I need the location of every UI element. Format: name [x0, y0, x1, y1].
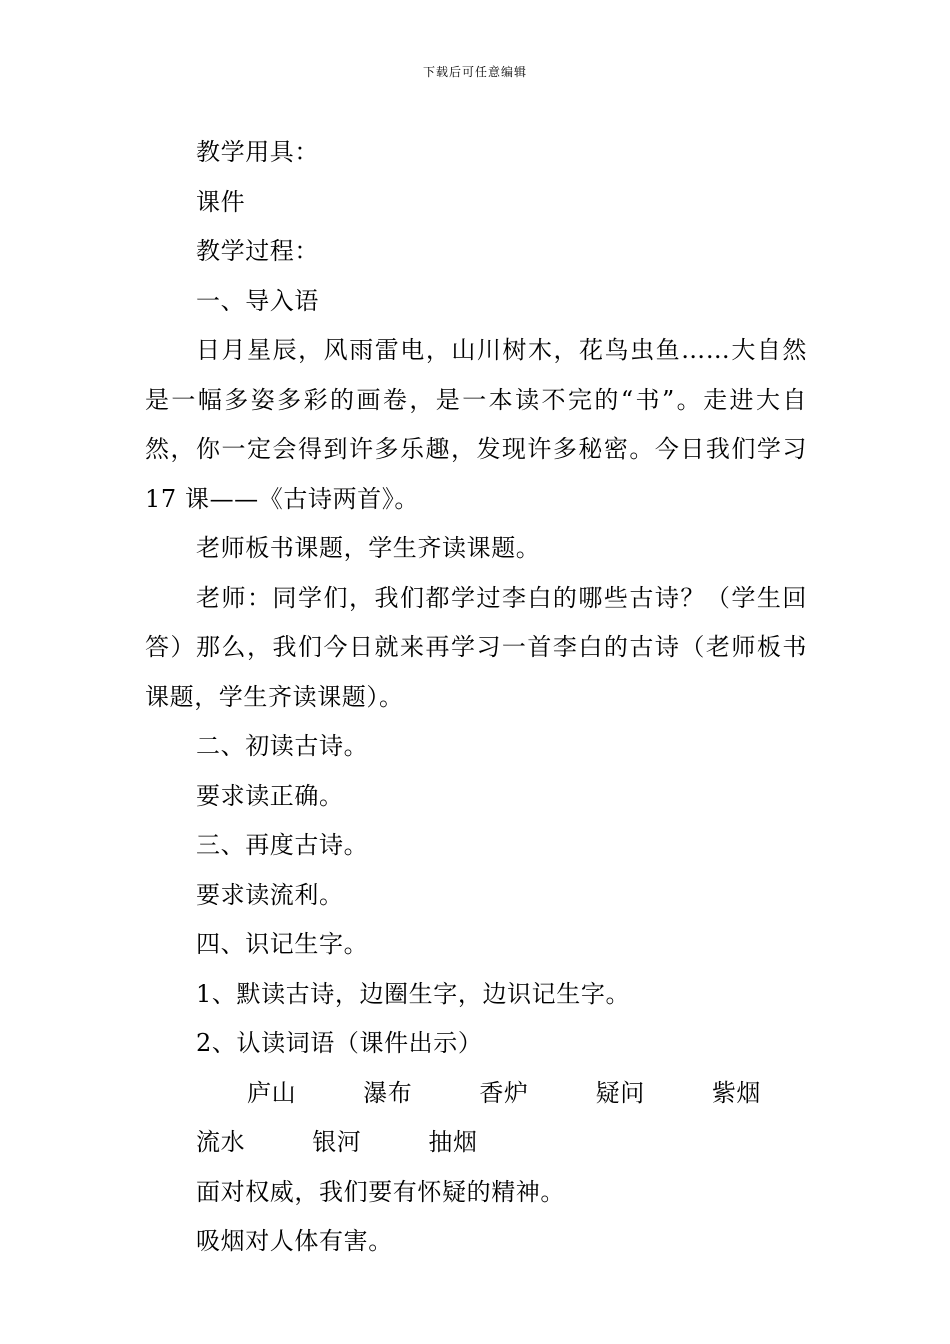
example-sentence-1: 面对权威，我们要有怀疑的精神。 [196, 1177, 565, 1206]
section-4-step-2: 2、认读词语（课件出示） [196, 1029, 483, 1057]
vocabulary-word: 疑问 [595, 1078, 645, 1107]
vocabulary-word: 香炉 [479, 1078, 529, 1107]
document-body [145, 128, 807, 1267]
board-title-paragraph: 老师板书课题，学生齐读课题。 [196, 534, 541, 562]
vocabulary-word: 抽烟 [428, 1128, 478, 1156]
section-1-title: 一、导入语 [196, 286, 319, 315]
intro-paragraph: 日月星辰，风雨雷电，山川树木，花鸟虫鱼……大自然是一幅多姿多彩的画卷，是一本读不完的“书”。走进大自然，你一定会得到许多乐趣，发现许多秘密。今日我们学习 17 课——《古诗两首》。 [145, 336, 807, 513]
section-4-step-1: 1、默读古诗，边圈生字，边识记生字。 [196, 979, 631, 1008]
example-sentence-2: 吸烟对人体有害。 [196, 1227, 393, 1255]
section-2-title: 二、初读古诗。 [196, 732, 369, 760]
vocabulary-list [145, 1069, 807, 1168]
vocabulary-word: 瀑布 [363, 1078, 413, 1107]
heading-teaching-tools: 教学用具： [196, 138, 319, 166]
vocabulary-word: 紫烟 [711, 1078, 762, 1107]
vocabulary-word: 庐山 [247, 1078, 297, 1107]
vocabulary-word: 流水 [196, 1128, 246, 1156]
teacher-question-paragraph: 老师：同学们，我们都学过李白的哪些古诗？（学生回答）那么，我们今日就来再学习一首李白的古诗（老师板书课题，学生齐读课题）。 [145, 583, 807, 711]
section-4-title: 四、识记生字。 [196, 930, 369, 958]
section-2-requirement: 要求读正确。 [196, 781, 344, 810]
vocabulary-word: 银河 [312, 1128, 362, 1156]
section-3-title: 三、再度古诗。 [196, 831, 369, 859]
heading-teaching-process: 教学过程： [196, 237, 319, 265]
page-header-note: 下载后可任意编辑 [422, 65, 527, 79]
teaching-tools-value: 课件 [196, 187, 246, 216]
section-3-requirement: 要求读流利。 [196, 880, 344, 909]
